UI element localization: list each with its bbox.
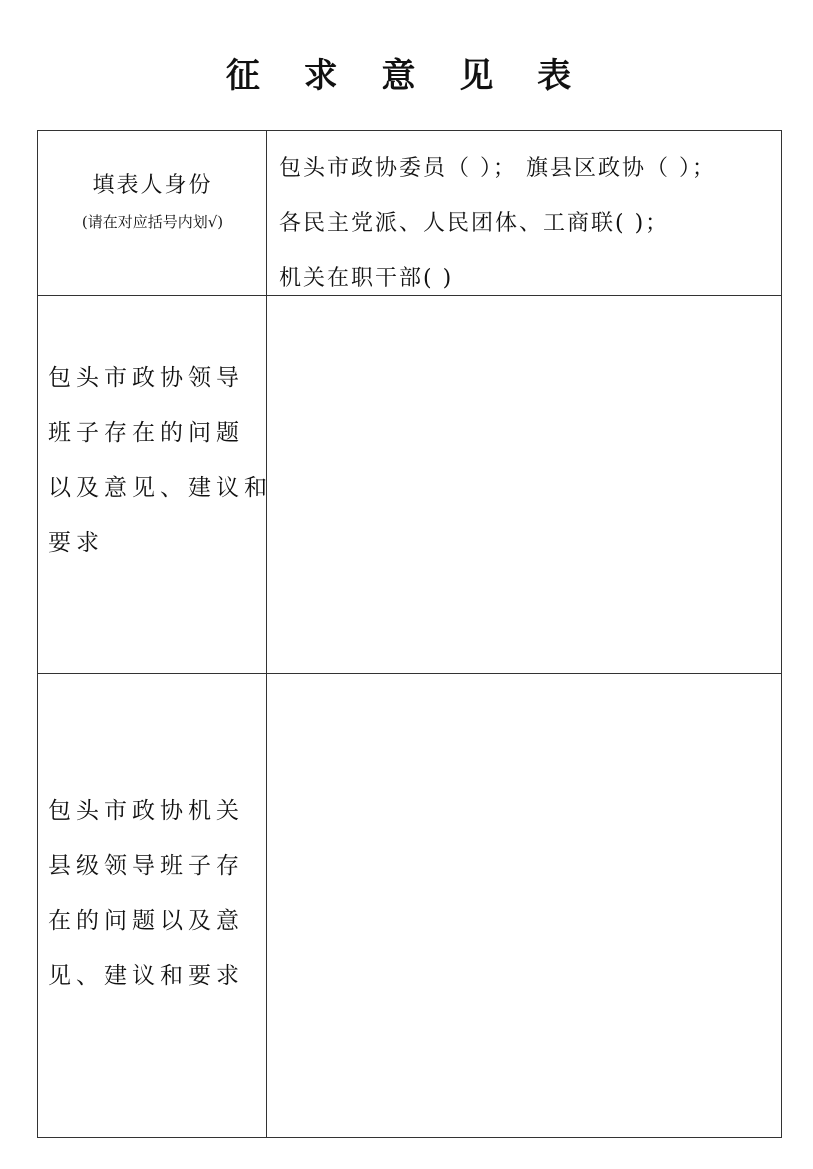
- question-label-cell: [38, 296, 272, 673]
- answer-area-organ[interactable]: [267, 674, 781, 1137]
- identity-option-line[interactable]: 包头市政协委员（ ）； 旗县区政协（ ）；: [279, 156, 716, 181]
- identity-option-line[interactable]: 机关在职干部( ): [279, 266, 454, 291]
- identity-option-line[interactable]: 各民主党派、人民团体、工商联( )；: [279, 211, 670, 236]
- answer-area-leadership[interactable]: [267, 296, 781, 673]
- question-label-cell: [38, 674, 267, 1137]
- question-label-line: 要求: [48, 530, 104, 556]
- question-row-leadership: [38, 296, 781, 674]
- identity-label: 填表人身份: [92, 173, 213, 198]
- answer-cell[interactable]: [267, 674, 781, 1137]
- question-label: [48, 351, 272, 571]
- form-title: 征 求 意 见 表: [225, 56, 588, 96]
- identity-label-cell: [38, 131, 267, 295]
- question-label-line: 见、建议和要求: [48, 963, 244, 989]
- question-label-line: 在的问题以及意: [48, 908, 244, 934]
- feedback-form-table: [37, 130, 782, 1138]
- identity-row: [38, 131, 781, 296]
- question-label-line: 县级领导班子存: [48, 853, 244, 879]
- question-label-line: 包头市政协机关: [48, 798, 244, 824]
- identity-instruction: (请在对应括号内划√): [81, 213, 224, 231]
- question-label-line: 班子存在的问题: [48, 420, 244, 446]
- identity-options-cell: [267, 131, 781, 295]
- question-label: [48, 784, 260, 1004]
- question-row-organ: [38, 674, 781, 1137]
- question-label-line: 包头市政协领导: [48, 365, 244, 391]
- answer-cell[interactable]: [267, 296, 781, 673]
- question-label-line: 以及意见、建议和: [48, 475, 272, 501]
